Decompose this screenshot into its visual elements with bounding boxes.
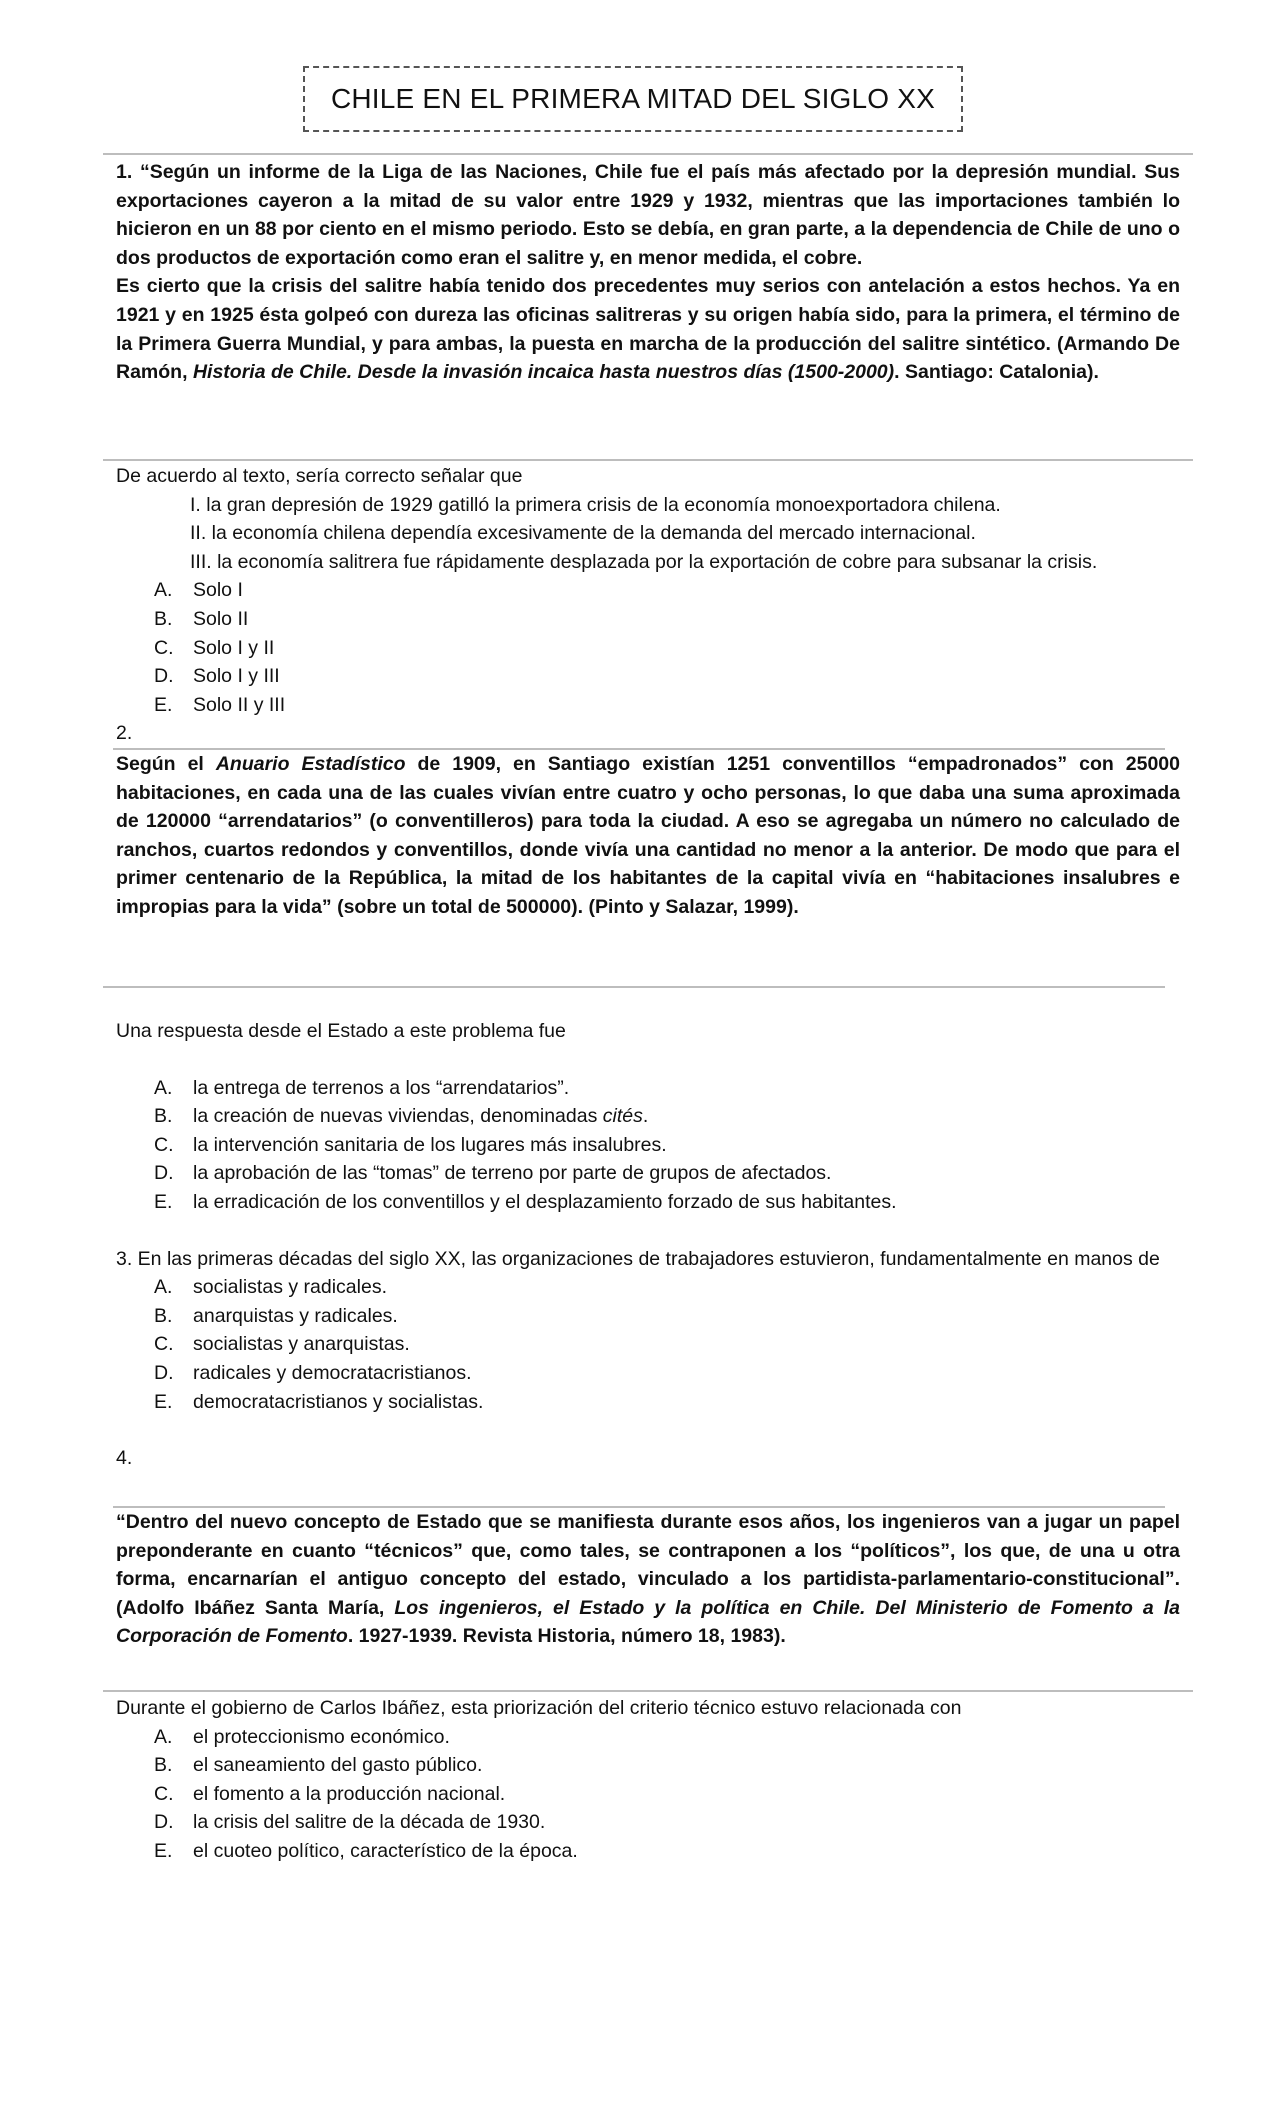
q2-option-e[interactable]: E. la erradicación de los conventillos y el desplazamiento forzado de sus habitantes.	[154, 1190, 897, 1213]
q4-option-b[interactable]: B. el saneamiento del gasto público.	[154, 1754, 483, 1777]
q3-option-e[interactable]: E. democratacristianos y socialistas.	[154, 1390, 484, 1413]
q4-source-text: “Dentro del nuevo concepto de Estado que se manifiesta durante esos años, los ingenieros van a jugar un papel preponderante en cuanto “técnicos” que, como tales, se contraponen a los “políticos”, los que, de una u otra forma, encarnarían el antiguo concepto del estado, vinculado a los partidista-parlamentario-constitucional”. (Adolfo Ibáñez Santa María, Los ingenieros, el Estado y la política en Chile. Del Ministerio de Fomento a la Corporación de Fomento. 1927-1939. Revista Historia, número 18, 1983).	[116, 1511, 1180, 1648]
q4-prompt: Durante el gobierno de Carlos Ibáñez, esta priorización del criterio técnico estuvo relacionada con	[116, 1697, 962, 1719]
q2-option-d[interactable]: D. la aprobación de las “tomas” de terreno por parte de grupos de afectados.	[154, 1162, 832, 1185]
q4-option-e[interactable]: E. el cuoteo político, característico de la época.	[154, 1839, 578, 1862]
q4-number: 4.	[116, 1447, 133, 1470]
q1-question	[116, 462, 1180, 748]
q2-source-text: Según el Anuario Estadístico de 1909, en Santiago existían 1251 conventillos “empadronados” con 25000 habitaciones, en cada una de las cuales vivían entre cuatro y ocho personas, lo que daba una suma aproximada de 120000 “arrendatarios” (o conventilleros) para toda la ciudad. A eso se agregaba un número no calculado de ranchos, cuartos redondos y conventillos, donde vivía una cantidad no menor a la anterior. De modo que para el primer centenario de la República, la mitad de los habitantes de la capital vivía en “habitaciones insalubres e impropias para la vida” (sobre un total de 500000). (Pinto y Salazar, 1999).	[116, 753, 1180, 918]
q1-options	[116, 576, 1180, 719]
q3-options	[116, 1273, 1180, 1416]
q2-source-title: Anuario Estadístico	[215, 753, 406, 775]
q4-option-d[interactable]: D. la crisis del salitre de la década de 1930.	[154, 1811, 546, 1834]
q3-option-b[interactable]: B. anarquistas y radicales.	[154, 1304, 398, 1327]
q1-paragraph-2: Es cierto que la crisis del salitre había tenido dos precedentes muy serios con antelación a estos hechos. Ya en 1921 y en 1925 ésta golpeó con dureza las oficinas salitreras y su origen había sido, para la primera, el término de la Primera Guerra Mundial, y para ambas, la puesta en marcha de la producción del salitre sintético. (Armando De Ramón, Historia de Chile. Desde la invasión incaica hasta nuestros días (1500-2000). Santiago: Catalonia).	[116, 275, 1180, 384]
q2-question	[116, 1017, 1180, 1473]
page-title	[303, 66, 963, 132]
q1-option-e[interactable]: E. Solo II y III	[154, 693, 286, 716]
q4-citation-title: Los ingenieros, el Estado y la política en Chile. Del Ministerio de Fomento a la Corporación de Fomento	[116, 1596, 1180, 1648]
divider	[103, 1690, 1193, 1692]
divider	[103, 986, 1165, 988]
q2-prompt: Una respuesta desde el Estado a este problema fue	[116, 1020, 566, 1042]
q4-option-a[interactable]: A. el proteccionismo económico.	[154, 1725, 450, 1748]
q1-option-a[interactable]: A. Solo I	[154, 579, 243, 602]
q1-statement-3: III. la economía salitrera fue rápidamente desplazada por la exportación de cobre para subsanar la crisis.	[190, 550, 1098, 573]
divider	[103, 459, 1193, 461]
q2-option-b[interactable]: B. la creación de nuevas viviendas, denominadas cités.	[154, 1105, 649, 1128]
q3-option-c[interactable]: C. socialistas y anarquistas.	[154, 1333, 410, 1356]
q1-prompt: De acuerdo al texto, sería correcto señalar que	[116, 465, 523, 487]
divider	[103, 153, 1193, 155]
q1-citation-title: Historia de Chile. Desde la invasión incaica hasta nuestros días (1500-2000)	[192, 361, 895, 384]
q1-statement-2: II. la economía chilena dependía excesivamente de la demanda del mercado internacional.	[190, 522, 976, 545]
q4-options	[116, 1723, 1180, 1866]
q1-option-c[interactable]: C. Solo I y II	[154, 636, 275, 659]
q2-number: 2.	[116, 722, 133, 745]
q1-option-b[interactable]: B. Solo II	[154, 607, 249, 630]
q1-paragraph-1: 1. “Según un informe de la Liga de las Naciones, Chile fue el país más afectado por la depresión mundial. Sus exportaciones cayeron a la mitad de su valor entre 1929 y 1932, mientras que las importaciones también lo hicieron en un 88 por ciento en el mismo periodo. Esto se debía, en gran parte, a la dependencia de Chile de uno o dos productos de exportación como eran el salitre y, en menor medida, el cobre.	[116, 161, 1180, 269]
page-title-text: CHILE EN EL PRIMERA MITAD DEL SIGLO XX	[330, 83, 936, 114]
q3-option-a[interactable]: A. socialistas y radicales.	[154, 1276, 387, 1299]
q2-option-a[interactable]: A. la entrega de terrenos a los “arrendatarios”.	[154, 1076, 570, 1099]
q1-statement-1: I. la gran depresión de 1929 gatilló la primera crisis de la economía monoexportadora chilena.	[190, 493, 1001, 516]
q1-option-d[interactable]: D. Solo I y III	[154, 665, 280, 688]
q4-question	[116, 1694, 1180, 1866]
q3-option-d[interactable]: D. radicales y democratacristianos.	[154, 1361, 472, 1384]
q2-option-c[interactable]: C. la intervención sanitaria de los lugares más insalubres.	[154, 1133, 667, 1156]
q3-prompt: 3. En las primeras décadas del siglo XX, las organizaciones de trabajadores estuvieron, fundamentalmente en manos de	[116, 1247, 1160, 1270]
q1-source-text	[116, 158, 1180, 387]
q4-option-c[interactable]: C. el fomento a la producción nacional.	[154, 1782, 506, 1805]
q2-options	[116, 1074, 1180, 1217]
